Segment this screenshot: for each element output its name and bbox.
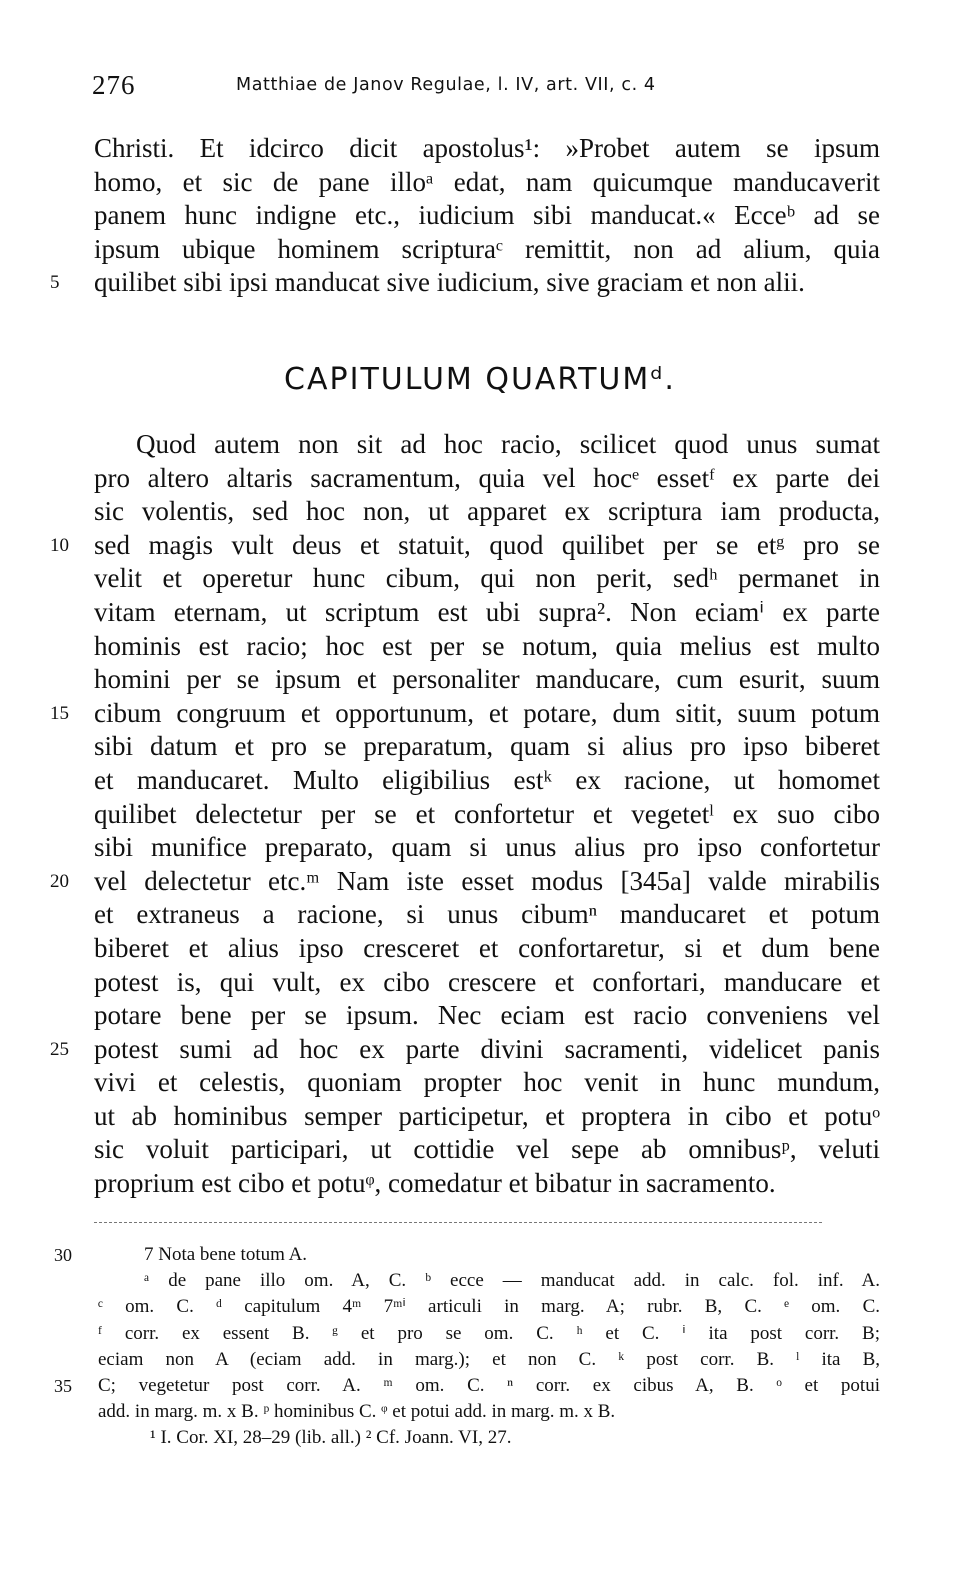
text-line bbox=[94, 932, 880, 966]
text-line bbox=[94, 630, 880, 664]
line-text: ᶜ om. C. ᵈ capitulum 4ᵐ 7ᵐⁱ articuli in marg. A; rubr. B, C. ᵉ om. C. bbox=[98, 1296, 880, 1318]
text-line bbox=[94, 1100, 880, 1134]
text-line bbox=[50, 1033, 880, 1067]
line-text: panem hunc indigne etc., iudicium sibi manducat.« Ecceᵇ ad se bbox=[94, 200, 880, 231]
text-line bbox=[94, 1066, 880, 1100]
text-line bbox=[94, 730, 880, 764]
text-line bbox=[94, 999, 880, 1033]
text-line bbox=[98, 1347, 880, 1373]
line-text: Christi. Et idcirco dicit apostolus¹: »Probet autem se ipsum bbox=[94, 133, 880, 163]
footnote-separator bbox=[94, 1222, 822, 1223]
text-line bbox=[98, 1268, 880, 1294]
text-line bbox=[50, 865, 880, 899]
text-line bbox=[94, 1167, 880, 1201]
line-text: potest is, qui vult, ex cibo crescere et confortari, manducare et bbox=[94, 966, 880, 997]
source-references: ¹ I. Cor. XI, 28–29 (lib. all.) ² Cf. Joann. VI, 27. bbox=[150, 1427, 512, 1449]
text-line bbox=[50, 266, 880, 300]
text-line bbox=[94, 132, 880, 166]
line-text: ᶠ corr. ex essent B. ᵍ et pro se om. C. ʰ et C. ⁱ ita post corr. B; bbox=[98, 1322, 880, 1344]
line-text: quilibet sibi ipsi manducat sive iudicium, sive graciam et non alii. bbox=[94, 267, 805, 298]
text-line bbox=[94, 764, 880, 798]
line-text: ut ab hominibus semper participetur, et proptera in cibo et potuᵒ bbox=[94, 1100, 880, 1131]
line-text: add. in marg. m. x B. ᵖ hominibus C. ᵠ et potui add. in marg. m. x B. bbox=[98, 1401, 616, 1423]
text-line bbox=[50, 697, 880, 731]
critical-apparatus bbox=[54, 1242, 880, 1452]
text-line bbox=[94, 562, 880, 596]
line-text: sic volentis, sed hoc non, ut apparet ex scriptura iam producta, bbox=[94, 496, 880, 527]
line-text: et manducaret. Multo eligibilius estᵏ ex racione, ut homomet bbox=[94, 764, 880, 795]
line-text: sibi datum et pro se preparatum, quam si alius pro ipso biberet bbox=[94, 731, 880, 762]
line-text: et extraneus a racione, si unus cibumⁿ manducaret et potum bbox=[94, 899, 880, 930]
text-line bbox=[94, 428, 880, 462]
text-line bbox=[98, 1294, 880, 1320]
line-note bbox=[54, 1242, 880, 1268]
running-head bbox=[92, 70, 892, 104]
text-line bbox=[94, 831, 880, 865]
text-line bbox=[54, 1373, 880, 1399]
text-line bbox=[94, 966, 880, 1000]
line-number: 20 bbox=[50, 870, 69, 892]
line-text: cibum congruum et opportunum, et potare, dum sitit, suum potum bbox=[94, 697, 880, 728]
text-line bbox=[98, 1321, 880, 1347]
line-number: 25 bbox=[50, 1038, 69, 1060]
text-line bbox=[94, 495, 880, 529]
opening-paragraph bbox=[50, 132, 880, 300]
line-text: hominis est racio; hoc est per se notum, quia melius est multo bbox=[94, 630, 880, 661]
line-text: homini per se ipsum et personaliter manducare, cum esurit, suum bbox=[94, 664, 880, 695]
line-text: biberet et alius ipso cresceret et confortaretur, si et dum bene bbox=[94, 932, 880, 963]
line-text: Quod autem non sit ad hoc racio, scilicet quod unus sumat bbox=[136, 429, 880, 459]
line-text: eciam non A (eciam add. in marg.); et non C. ᵏ post corr. B. ˡ ita B, bbox=[98, 1348, 880, 1370]
line-note-text: 7 Nota bene totum A. bbox=[144, 1244, 308, 1265]
line-text: ipsum ubique hominem scripturaᶜ remittit, non ad alium, quia bbox=[94, 233, 880, 264]
line-text: vivi et celestis, quoniam propter hoc venit in hunc mundum, bbox=[94, 1067, 880, 1098]
line-text: vitam eternam, ut scriptum est ubi supra². Non eciamⁱ ex parte bbox=[94, 596, 880, 627]
line-text: sic voluit participari, ut cottidie vel sepe ab omnibusᵖ, veluti bbox=[94, 1134, 880, 1165]
running-title: Matthiae de Janov Regulae, l. IV, art. VII, c. 4 bbox=[236, 75, 656, 95]
line-text: pro altero altaris sacramentum, quia vel hocᵉ essetᶠ ex parte dei bbox=[94, 462, 880, 493]
line-text: potare bene per se ipsum. Nec eciam est racio conveniens vel bbox=[94, 1000, 880, 1031]
chapter-heading: CAPITULUM QUARTUMᵈ. bbox=[284, 362, 676, 397]
chapter-text bbox=[50, 428, 880, 1201]
line-text: sibi munifice preparato, quam si unus alius pro ipso confortetur bbox=[94, 832, 880, 863]
line-number: 35 bbox=[54, 1375, 72, 1396]
line-number: 10 bbox=[50, 534, 69, 556]
line-number: 15 bbox=[50, 702, 69, 724]
text-line bbox=[94, 1133, 880, 1167]
text-line bbox=[98, 1399, 880, 1425]
text-line bbox=[94, 166, 880, 200]
text-line bbox=[94, 798, 880, 832]
page-number: 276 bbox=[92, 70, 136, 100]
line-text: ᵃ de pane illo om. A, C. ᵇ ecce — manducat add. in calc. fol. inf. A. bbox=[144, 1270, 880, 1292]
text-line bbox=[50, 529, 880, 563]
line-text: sed magis vult deus et statuit, quod quilibet per se etᵍ pro se bbox=[94, 529, 880, 560]
text-line bbox=[94, 233, 880, 267]
line-text: quilibet delectetur per se et confortetur et vegetetˡ ex suo cibo bbox=[94, 798, 880, 829]
line-number: 5 bbox=[50, 272, 60, 294]
text-line bbox=[94, 596, 880, 630]
line-text: C; vegetetur post corr. A. ᵐ om. C. ⁿ corr. ex cibus A, B. ᵒ et potui bbox=[98, 1374, 880, 1396]
line-text: homo, et sic de pane illoᵃ edat, nam quicumque manducaverit bbox=[94, 166, 880, 197]
text-line bbox=[94, 199, 880, 233]
line-text: potest sumi ad hoc ex parte divini sacramenti, videlicet panis bbox=[94, 1033, 880, 1064]
text-line bbox=[94, 462, 880, 496]
text-line bbox=[94, 898, 880, 932]
line-text: proprium est cibo et potuᵠ, comedatur et bibatur in sacramento. bbox=[94, 1168, 776, 1199]
line-text: vel delectetur etc.ᵐ Nam iste esset modus [345a] valde mirabilis bbox=[94, 865, 880, 896]
text-line bbox=[94, 663, 880, 697]
line-number: 30 bbox=[54, 1245, 72, 1265]
line-text: velit et operetur hunc cibum, qui non perit, sedʰ permanet in bbox=[94, 563, 880, 594]
